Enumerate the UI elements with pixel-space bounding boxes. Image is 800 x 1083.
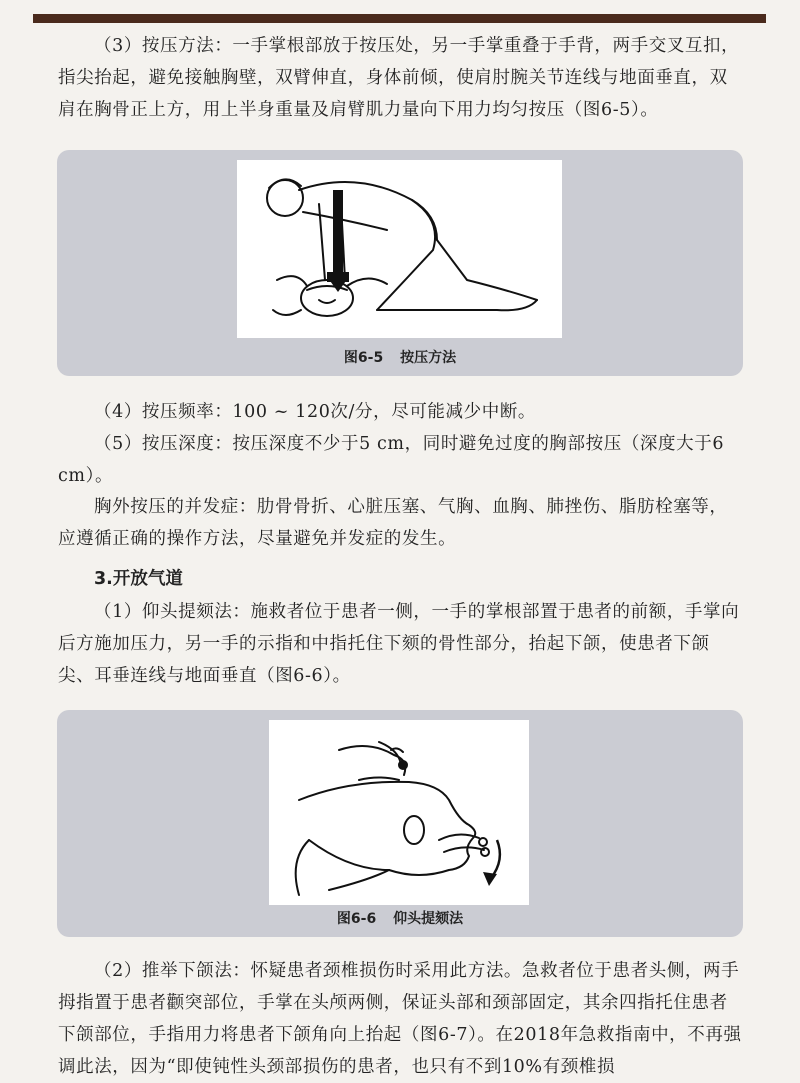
paragraph-complications: 胸外按压的并发症：肋骨骨折、心脏压塞、气胸、血胸、肺挫伤、脂肪栓塞等，应遵循正确的操作方法，尽量避免并发症的发生。 xyxy=(58,497,728,549)
figure-6-5-title: 按压方法 xyxy=(400,350,457,366)
paragraph-compression-method: （3）按压方法：一手掌根部放于按压处，另一手掌重叠于手背，两手交叉互扣，指尖抬起，避免接触胸壁，双臂伸直，身体前倾，使肩肘腕关节连线与地面垂直，双肩在胸骨正上方，用上半身重量及肩臂肌力量向下用力均匀按压（图6-5）。 xyxy=(58,36,740,120)
figure-6-6-caption xyxy=(57,908,743,928)
figure-6-6-title: 仰头提颏法 xyxy=(393,911,464,927)
section-heading-open-airway: 3.开放气道 xyxy=(94,569,183,589)
paragraph-jaw-thrust: （2）推举下颌法：怀疑患者颈椎损伤时采用此方法。急救者位于患者头侧，两手拇指置于患者颧突部位，手掌在头颅两侧，保证头部和颈部固定，其余四指托住患者下颌部位，手指用力将患者下颌角向上抬起（图6-7）。在2018年急救指南中，不再强调此法，因为“即使钝性头颈部损伤的患者，也只有不到10%有颈椎损 xyxy=(58,961,742,1077)
figure-6-5-caption xyxy=(57,347,743,367)
figure-6-6-panel xyxy=(57,710,743,937)
cpr-compression-drawing xyxy=(237,160,562,338)
figure-6-5-panel xyxy=(57,150,743,376)
paragraph-compression-rate: （4）按压频率：100 ~ 120次/分，尽可能减少中断。 xyxy=(94,402,537,422)
figure-6-6-number: 图6-6 xyxy=(336,911,377,927)
figure-6-5-number: 图6-5 xyxy=(343,350,384,366)
top-border-rule xyxy=(33,14,766,23)
figure-6-6-illustration xyxy=(269,720,529,905)
paragraph-head-tilt-chin-lift: （1）仰头提颏法：施救者位于患者一侧，一手的掌根部置于患者的前额，手掌向后方施加压力，另一手的示指和中指托住下颏的骨性部分，抬起下颌，使患者下颌尖、耳垂连线与地面垂直（图6-6）。 xyxy=(58,602,740,686)
figure-6-5-illustration xyxy=(237,160,562,338)
paragraph-compression-depth: （5）按压深度：按压深度不少于5 cm，同时避免过度的胸部按压（深度大于6 cm）。 xyxy=(58,434,725,486)
head-tilt-drawing xyxy=(269,720,529,905)
